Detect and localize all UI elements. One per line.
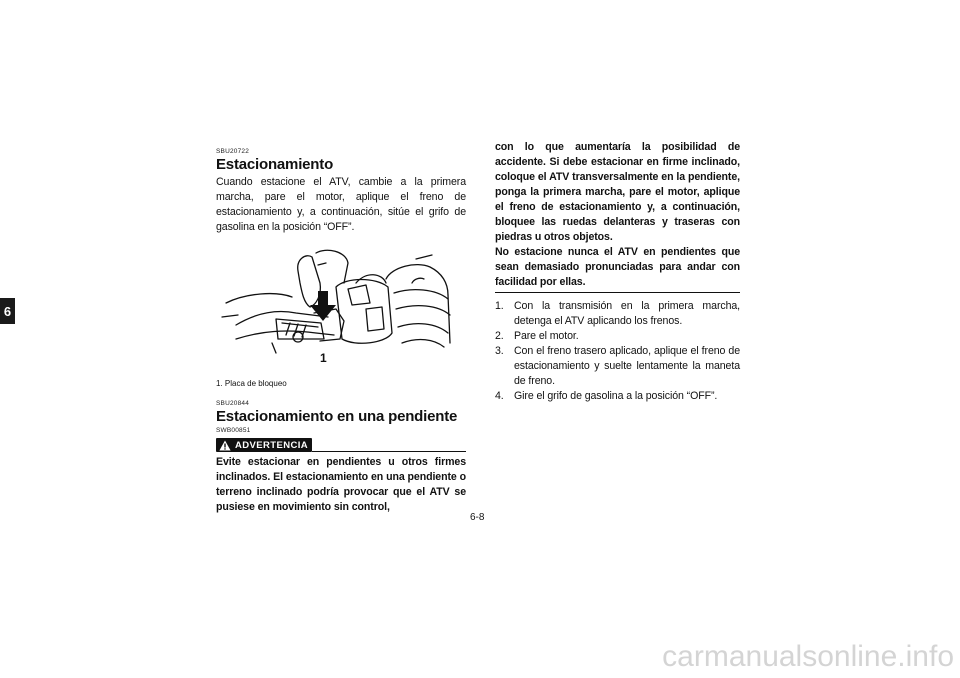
step-text: Gire el grifo de gasolina a la posición “OFF”. bbox=[514, 390, 718, 402]
step-number: 1. bbox=[495, 300, 504, 312]
left-column bbox=[216, 148, 466, 515]
step-number: 3. bbox=[495, 345, 504, 357]
warning-rule bbox=[312, 451, 466, 452]
step-text: Pare el motor. bbox=[514, 330, 579, 342]
parking-brake-illustration bbox=[216, 243, 466, 373]
warning-label: ADVERTENCIA bbox=[235, 439, 309, 451]
steps-list bbox=[495, 299, 740, 404]
parking-brake-figure bbox=[216, 243, 466, 373]
section1-code: SBU20722 bbox=[216, 148, 250, 155]
step-number: 4. bbox=[495, 390, 504, 402]
warning-text-part1: Evite estacionar en pendientes u otros firmes inclinados. El estacionamiento en una pendiente o terreno inclinado podría provocar que el ATV se pusiese en movimiento sin control, bbox=[216, 456, 466, 513]
warning-badge bbox=[216, 438, 312, 452]
step-text: Con la transmisión en la primera marcha, detenga el ATV aplicando los frenos. bbox=[514, 300, 740, 327]
warning-code: SWB00851 bbox=[216, 427, 251, 434]
warning-text-part2: con lo que aumentaría la posibilidad de accidente. Si debe estacionar en firme inclinado, coloque el ATV transversalmente en la pendiente, ponga la primera marcha, pare el motor, aplique el freno de estacionamiento y, a continuación, bloquee las ruedas delanteras y traseras con piedras u otros objetos. bbox=[495, 141, 740, 243]
section2-code: SBU20844 bbox=[216, 400, 250, 407]
chapter-tab bbox=[0, 298, 15, 324]
warning-triangle-icon bbox=[219, 440, 231, 451]
figure-caption: 1. Placa de bloqueo bbox=[216, 379, 287, 388]
section1-body: Cuando estacione el ATV, cambie a la primera marcha, pare el motor, aplique el freno de estacionamiento y, a continuación, sitúe el grifo de gasolina en la posición “OFF”. bbox=[216, 176, 466, 233]
warning-text-part3: No estacione nunca el ATV en pendientes que sean demasiado pronunciadas para andar con facilidad por ellas. bbox=[495, 246, 740, 288]
figure-callout-1: 1 bbox=[320, 351, 327, 365]
list-item bbox=[495, 299, 740, 329]
warning-header bbox=[216, 437, 466, 452]
section1-title: Estacionamiento bbox=[216, 156, 334, 173]
right-column bbox=[495, 140, 740, 404]
chapter-tab-label: 6 bbox=[3, 303, 12, 319]
list-item bbox=[495, 344, 740, 389]
warning-end-rule bbox=[495, 292, 740, 293]
list-item bbox=[495, 389, 740, 404]
step-text: Con el freno trasero aplicado, aplique el freno de estacionamiento y suelte lentamente la maneta de freno. bbox=[514, 345, 740, 387]
watermark: carmanualsonline.info bbox=[662, 640, 954, 673]
page-number: 6-8 bbox=[470, 512, 485, 523]
section2-title: Estacionamiento en una pendiente bbox=[216, 408, 458, 425]
step-number: 2. bbox=[495, 330, 504, 342]
list-item bbox=[495, 329, 740, 344]
